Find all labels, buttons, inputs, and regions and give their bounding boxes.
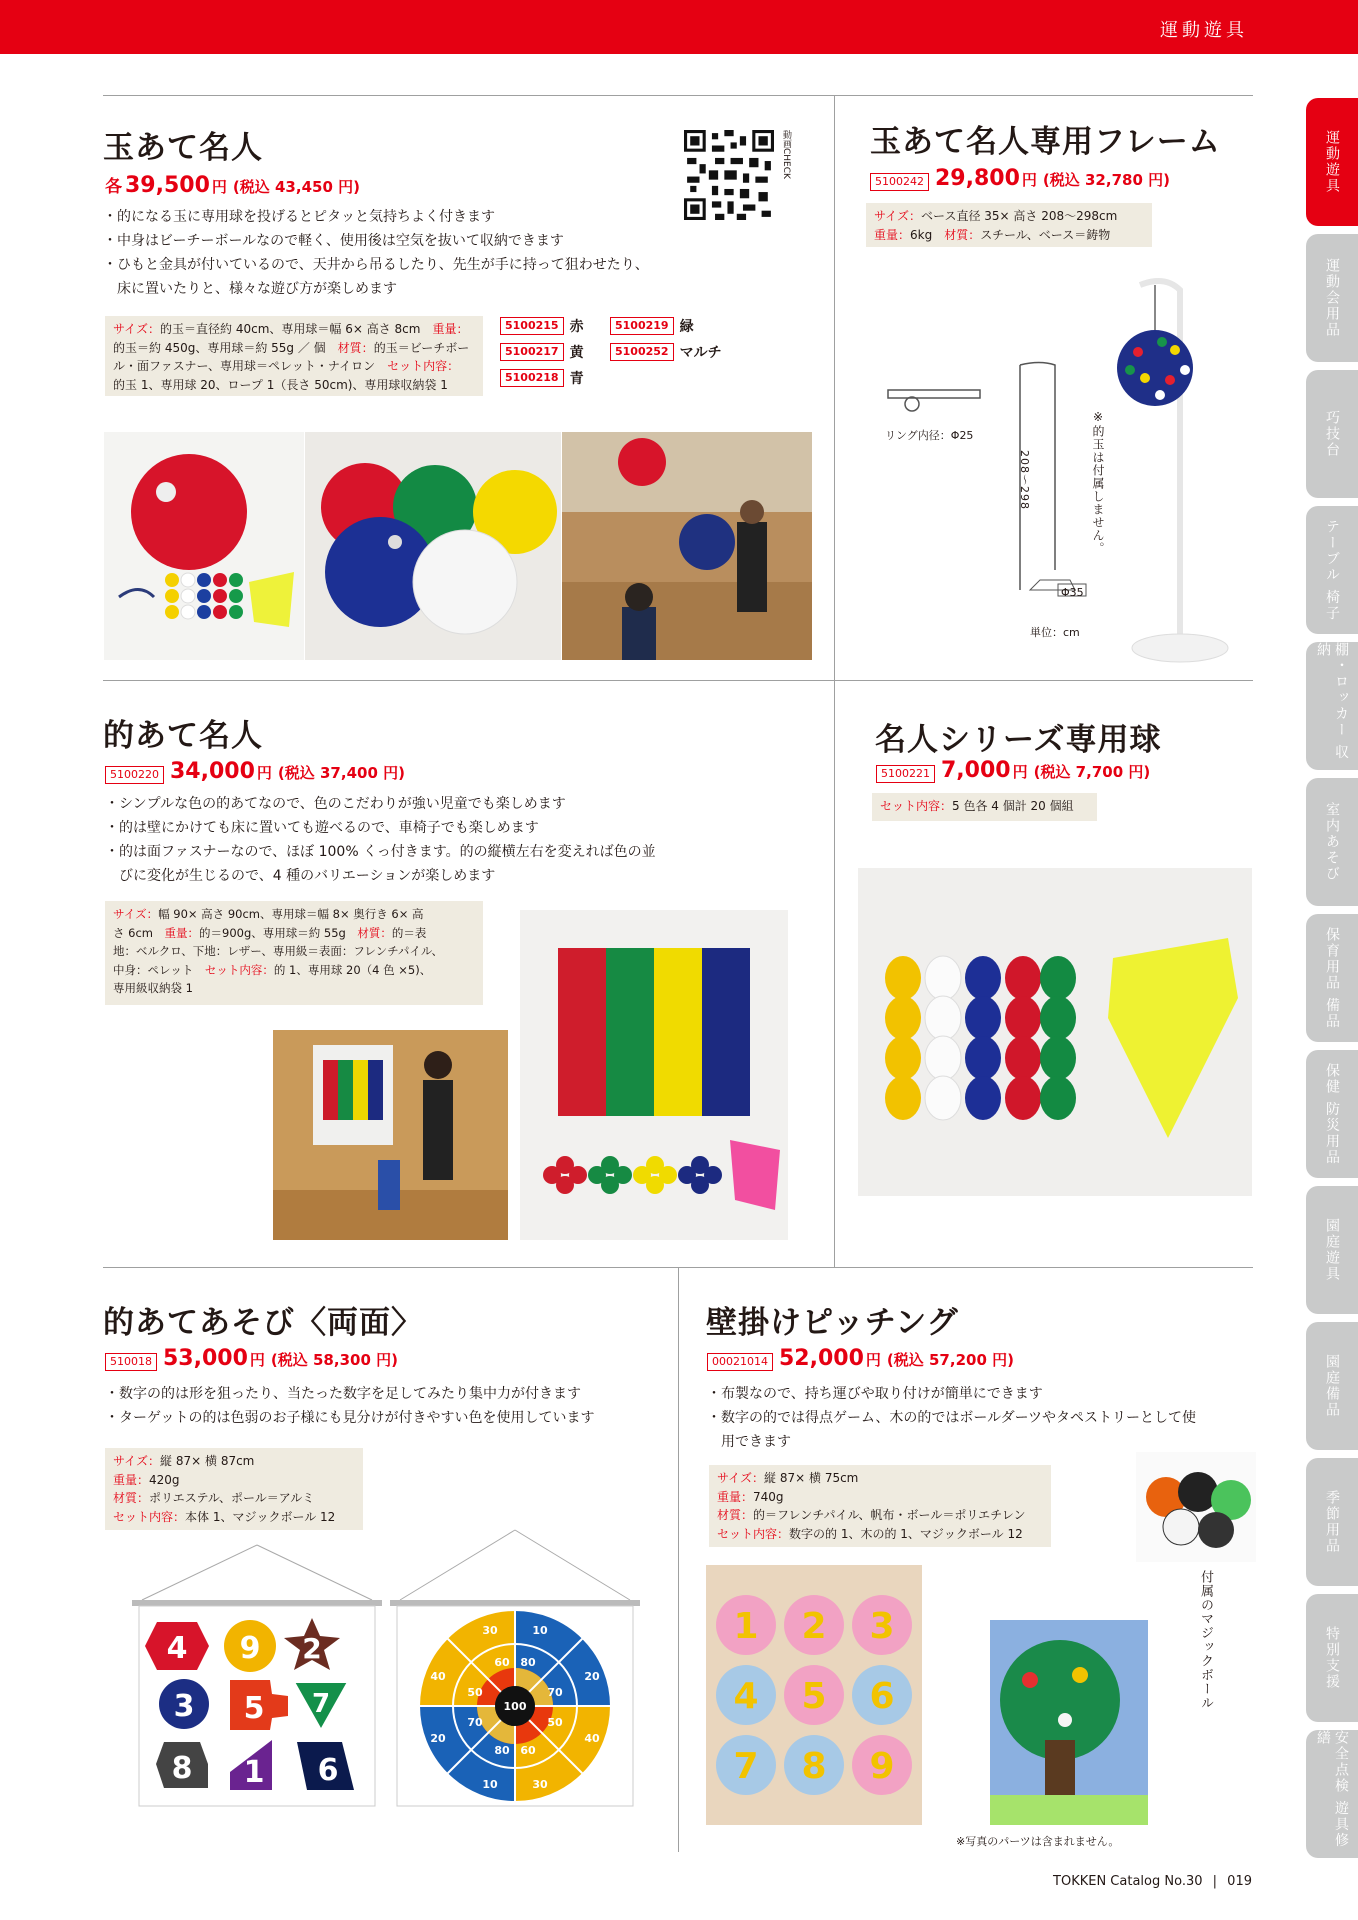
price-number: 34,000 [170, 759, 255, 784]
target-score: 30 [532, 1778, 548, 1791]
spec-box-kabekake: サイズ：縦 87× 横 75cm 重量：740g 材質：的＝フレンチパイル、帆布・ボール＝ポリエチレン セット内容：数字の的 1、木の的 1、マジックボール 12 [709, 1465, 1051, 1547]
target-score: 10 [482, 1778, 498, 1791]
magic-ball-note: 付属のマジックボール [1198, 1570, 1213, 1710]
variant-yellow: 5100217 黄 [500, 342, 584, 362]
product-photo-magic-balls [1136, 1452, 1256, 1562]
bullet-line: ・的は面ファスナーなので、ほぼ 100% くっ付きます。的の縦横左右を変えれば色の並 [105, 844, 656, 860]
header-category: 運動遊具 [1160, 20, 1248, 41]
shape-number: 1 [243, 1755, 265, 1790]
side-tab-undokai[interactable]: 運動会用品 [1306, 234, 1358, 362]
side-tab-childcare[interactable]: 保育用品 備品 [1306, 914, 1358, 1042]
target-score: 40 [430, 1670, 446, 1683]
unit-label: 単位：cm [1030, 626, 1080, 639]
bullet-line: ・数字の的では得点ゲーム、木の的ではボールダーツやタペストリーとして使 [707, 1410, 1197, 1426]
spec-box-balls: セット内容：5 色各 4 個計 20 個組 [872, 793, 1097, 821]
price-yen: 円 [1012, 763, 1028, 781]
shape-number: 2 [302, 1632, 322, 1665]
shape-number: 8 [171, 1751, 193, 1786]
target-score: 30 [482, 1624, 498, 1637]
product-code: 5100220 [105, 766, 164, 784]
price-prefix: 各 [105, 177, 122, 197]
product-code: 5100221 [876, 765, 935, 783]
spec-box-frame: サイズ：ベース直径 35× 高さ 208〜298cm 重量：6kg 材質：スチール、ベース＝鋳物 [866, 203, 1152, 247]
base-label: Φ35 [1061, 586, 1084, 599]
side-tab-seasonal[interactable]: 季節用品 [1306, 1458, 1358, 1586]
bullets-kabekake [707, 1382, 1196, 1454]
target-score: 60 [494, 1656, 510, 1669]
product-title-tamaate: 玉あて名人 [103, 130, 263, 166]
bullets-tamaate [103, 205, 649, 301]
target-score: 80 [520, 1656, 536, 1669]
price-number: 52,000 [779, 1346, 864, 1371]
product-photo-target-set [520, 910, 788, 1240]
target-score: 80 [494, 1744, 510, 1757]
qr-code[interactable] [684, 130, 774, 220]
bullet-line: びに変化が生じるので、4 種のバリエーションが楽しめます [105, 868, 496, 884]
target-center: 100 [503, 1700, 527, 1713]
target-score: 70 [547, 1686, 563, 1699]
product-photo-tree-board [990, 1620, 1148, 1825]
side-tab-safety[interactable]: 安全点検 遊具修繕 [1306, 1730, 1358, 1858]
target-score: 20 [584, 1670, 600, 1683]
target-score: 50 [547, 1716, 563, 1729]
board-number: 5 [801, 1676, 827, 1717]
board-number: 1 [733, 1606, 759, 1647]
price-balls [876, 758, 1150, 783]
catalog-name: TOKKEN Catalog No.30 [1053, 1874, 1203, 1889]
bullet-line: ・ひもと金具が付いているので、天井から吊るしたり、先生が手に持って狙わせたり、 [103, 257, 649, 273]
bullet-line: 用できます [707, 1434, 791, 1450]
price-matoate [105, 759, 405, 784]
spec-box-matoate: サイズ：幅 90× 高さ 90cm、専用球＝幅 8× 奥行き 6× 高 さ 6cm 重量：的＝900g、専用球＝約 55g 材質：的＝表 地：ベルクロ、下地：レザー、専用級＝表面：フレンチパイル、 中身：ペレット セット内容：的 1、専用球 20（4 色 ×5)、 専用級収納袋 1 [105, 901, 483, 1005]
divider [103, 680, 1253, 681]
product-title-ryomen: 的あてあそび〈両面〉 [103, 1305, 423, 1341]
side-tab-undo-yugu[interactable]: 運動遊具 [1306, 98, 1358, 226]
height-label: 208〜298 [1018, 450, 1031, 510]
price-frame [870, 166, 1170, 191]
board-number: 4 [733, 1676, 759, 1717]
board-number: 6 [869, 1676, 895, 1717]
page-footer [1053, 1874, 1252, 1889]
bullet-line: ・シンプルな色の的あてなので、色のこだわりが強い児童でも楽しめます [105, 796, 566, 812]
ring-label: リング内径：Φ25 [885, 429, 974, 442]
product-photo-number-board [706, 1565, 922, 1825]
price-number: 39,500 [125, 173, 210, 198]
side-tab-health[interactable]: 保健 防災用品 [1306, 1050, 1358, 1178]
price-yen: 円 [1021, 171, 1037, 189]
bullet-line: ・ターゲットの的は色弱のお子様にも見分けが付きやすい色を使用しています [105, 1410, 595, 1426]
shape-number: 9 [239, 1631, 261, 1666]
spec-box-ryomen: サイズ：縦 87× 横 87cm 重量：420g 材質：ポリエステル、ポール＝アルミ セット内容：本体 1、マジックボール 12 [105, 1448, 363, 1530]
target-score: 50 [467, 1686, 483, 1699]
product-photo-balls [858, 868, 1252, 1196]
frame-note: ※的玉は付属しません。 [1091, 410, 1105, 555]
price-number: 7,000 [941, 758, 1011, 783]
shape-number: 3 [173, 1689, 195, 1724]
page-number: 019 [1227, 1874, 1252, 1889]
price-tax: (税込 58,300 円) [270, 1351, 398, 1369]
product-title-matoate: 的あて名人 [103, 718, 263, 754]
price-tax: (税込 32,780 円) [1042, 171, 1170, 189]
bullets-matoate [105, 792, 656, 888]
board-number: 9 [869, 1746, 895, 1787]
side-tab-special-support[interactable]: 特別支援 [1306, 1594, 1358, 1722]
target-score: 20 [430, 1732, 446, 1745]
product-title-kabekake: 壁掛けピッチング [706, 1305, 959, 1341]
product-photo-wall-target [273, 1030, 508, 1240]
price-ryomen [105, 1346, 398, 1371]
header-bar [0, 0, 1358, 54]
product-photo-ball-set [305, 432, 561, 660]
shape-number: 7 [311, 1689, 331, 1719]
divider [834, 95, 835, 1267]
spec-box-tamaate: サイズ：的玉＝直径約 40cm、専用球＝幅 6× 高さ 8cm 重量： 的玉＝約 450g、専用球＝約 55g ／ 個 材質：的玉＝ビーチボー ル・面ファスナー、専用球＝ペレット・ナイロン セット内容： 的玉 1、専用球 20、ロープ 1（長さ 50cm)、専用球収納袋 1 [105, 316, 483, 396]
price-tax: (税込 7,700 円) [1033, 763, 1151, 781]
side-tab-playground[interactable]: 園庭遊具 [1306, 1186, 1358, 1314]
target-score: 10 [532, 1624, 548, 1637]
product-title-frame: 玉あて名人専用フレーム [870, 124, 1221, 160]
price-tax: (税込 37,400 円) [277, 764, 405, 782]
target-score: 60 [520, 1744, 536, 1757]
photo-note: ※写真のパーツは含まれません。 [956, 1835, 1120, 1848]
board-number: 7 [733, 1746, 759, 1787]
price-number: 53,000 [163, 1346, 248, 1371]
divider [678, 1267, 679, 1852]
board-number: 2 [801, 1606, 827, 1647]
shape-number: 5 [243, 1691, 265, 1726]
bullet-line: ・的は壁にかけても床に置いても遊べるので、車椅子でも楽しめます [105, 820, 539, 836]
bullet-line: ・数字の的は形を狙ったり、当たった数字を足してみたり集中力が付きます [105, 1386, 581, 1402]
side-tab-table-chair[interactable]: テーブル 椅子 [1306, 506, 1358, 634]
bullet-line: 床に置いたりと、様々な遊び方が楽しめます [103, 281, 397, 297]
side-tab-indoor-play[interactable]: 室内あそび [1306, 778, 1358, 906]
product-photo-kids-playing [562, 432, 812, 660]
variant-blue: 5100218 青 [500, 368, 584, 388]
bullet-line: ・布製なので、持ち運びや取り付けが簡単にできます [707, 1386, 1043, 1402]
price-tax: (税込 43,450 円) [232, 178, 360, 196]
target-score: 40 [584, 1732, 600, 1745]
price-kabekake [707, 1346, 1014, 1371]
footer-separator: | [1212, 1874, 1218, 1889]
frame-diagram [880, 270, 1240, 670]
bullet-line: ・中身はビーチーボールなので軽く、使用後は空気を抜いて収納できます [103, 233, 564, 249]
product-photo-ball-red [104, 432, 304, 660]
product-code: 5100242 [870, 173, 929, 191]
dartboard-target [380, 1520, 650, 1810]
price-tamaate [105, 172, 360, 198]
price-tax: (税込 57,200 円) [886, 1351, 1014, 1369]
shape-number: 4 [166, 1631, 188, 1666]
board-number: 3 [869, 1606, 895, 1647]
bullet-line: ・的になる玉に専用球を投げるとピタッと気持ちよく付きます [103, 209, 495, 225]
variant-green: 5100219 緑 [610, 316, 694, 336]
price-yen: 円 [865, 1351, 881, 1369]
product-code: 510018 [105, 1353, 157, 1371]
side-tab-storage[interactable]: 棚・ロッカー 収納 [1306, 642, 1358, 770]
product-code: 00021014 [707, 1353, 773, 1371]
price-yen: 円 [211, 178, 227, 196]
target-score: 70 [467, 1716, 483, 1729]
qr-label: 動画CHECK [781, 130, 791, 179]
divider [103, 95, 1253, 96]
price-yen: 円 [256, 764, 272, 782]
bullets-ryomen [105, 1382, 594, 1430]
product-title-balls: 名人シリーズ専用球 [875, 722, 1162, 758]
board-number: 8 [801, 1746, 827, 1787]
variant-red: 5100215 赤 [500, 316, 584, 336]
variant-multi: 5100252 マルチ [610, 342, 722, 362]
price-number: 29,800 [935, 166, 1020, 191]
side-tab-kougidai[interactable]: 巧技台 [1306, 370, 1358, 498]
price-yen: 円 [249, 1351, 265, 1369]
shape-number: 6 [317, 1753, 339, 1788]
side-tab-garden[interactable]: 園庭備品 [1306, 1322, 1358, 1450]
shape-target-board [122, 1540, 392, 1810]
